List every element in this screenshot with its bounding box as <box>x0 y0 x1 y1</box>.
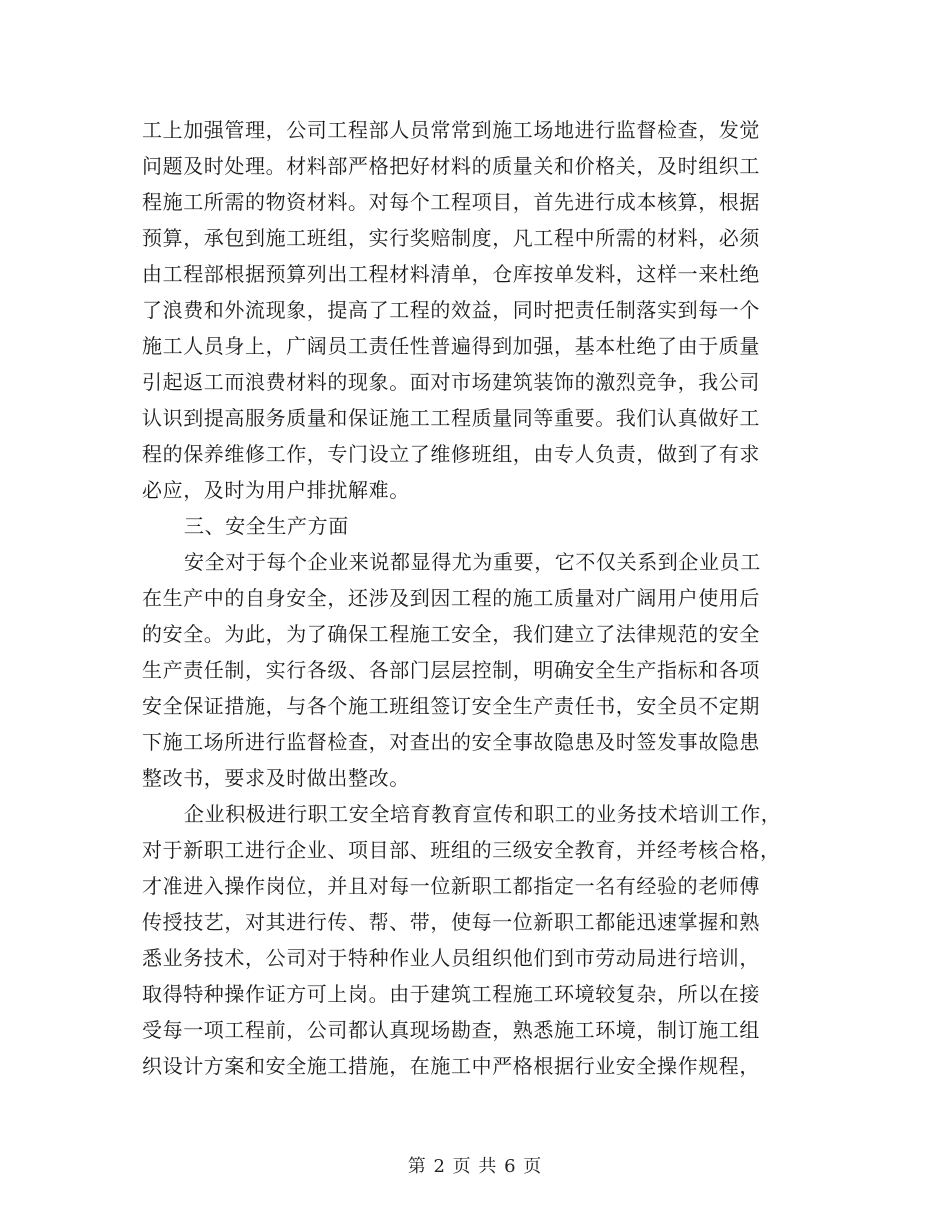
text-line: 施工人员身上，广阔员工责任性普遍得到加强，基本杜绝了由于质量 <box>142 334 760 358</box>
text-line: 认识到提高服务质量和保证施工工程质量同等重要。我们认真做好工 <box>142 406 760 430</box>
text-line: 织设计方案和安全施工措施，在施工中严格根据行业安全操作规程， <box>142 1054 760 1078</box>
text-line: 工上加强管理，公司工程部人员常常到施工场地进行监督检查，发觉 <box>142 118 760 142</box>
text-line: 悉业务技术，公司对于特种作业人员组织他们到市劳动局进行培训， <box>142 946 760 970</box>
text-line: 整改书，要求及时做出整改。 <box>142 766 410 790</box>
text-line: 预算，承包到施工班组，实行奖赔制度，凡工程中所需的材料，必须 <box>142 226 760 250</box>
text-line: 生产责任制，实行各级、各部门层层控制，明确安全生产指标和各项 <box>142 658 760 682</box>
text-line: 对于新职工进行企业、项目部、班组的三级安全教育，并经考核合格， <box>142 838 781 862</box>
text-line: 了浪费和外流现象，提高了工程的效益，同时把责任制落实到每一个 <box>142 298 760 322</box>
text-line: 的安全。为此，为了确保工程施工安全，我们建立了法律规范的安全 <box>142 622 760 646</box>
text-line: 下施工场所进行监督检查，对查出的安全事故隐患及时签发事故隐患 <box>142 730 760 754</box>
text-line: 程施工所需的物资材料。对每个工程项目，首先进行成本核算，根据 <box>142 190 760 214</box>
text-line: 三、安全生产方面 <box>184 514 349 538</box>
text-line: 必应，及时为用户排扰解难。 <box>142 478 410 502</box>
text-line: 在生产中的自身安全，还涉及到因工程的施工质量对广阔用户使用后 <box>142 586 760 610</box>
text-line: 企业积极进行职工安全培育教育宣传和职工的业务技术培训工作， <box>184 802 782 826</box>
text-line: 取得特种操作证方可上岗。由于建筑工程施工环境较复杂，所以在接 <box>142 982 760 1006</box>
text-line: 问题及时处理。材料部严格把好材料的质量关和价格关，及时组织工 <box>142 154 760 178</box>
document-body <box>142 112 810 1084</box>
text-line: 传授技艺，对其进行传、帮、带，使每一位新职工都能迅速掌握和熟 <box>142 910 760 934</box>
text-line: 才准进入操作岗位，并且对每一位新职工都指定一名有经验的老师傅 <box>142 874 760 898</box>
text-line: 受每一项工程前，公司都认真现场勘查，熟悉施工环境，制订施工组 <box>142 1018 760 1042</box>
page-number-footer: 第 2 页 共 6 页 <box>407 1156 543 1177</box>
text-line: 安全对于每个企业来说都显得尤为重要，它不仅关系到企业员工 <box>184 550 761 574</box>
text-line: 安全保证措施，与各个施工班组签订安全生产责任书，安全员不定期 <box>142 694 760 718</box>
text-line: 由工程部根据预算列出工程材料清单，仓库按单发料，这样一来杜绝 <box>142 262 760 286</box>
text-line: 程的保养维修工作，专门设立了维修班组，由专人负责，做到了有求 <box>142 442 760 466</box>
text-line: 引起返工而浪费材料的现象。面对市场建筑装饰的激烈竞争，我公司 <box>142 370 760 394</box>
